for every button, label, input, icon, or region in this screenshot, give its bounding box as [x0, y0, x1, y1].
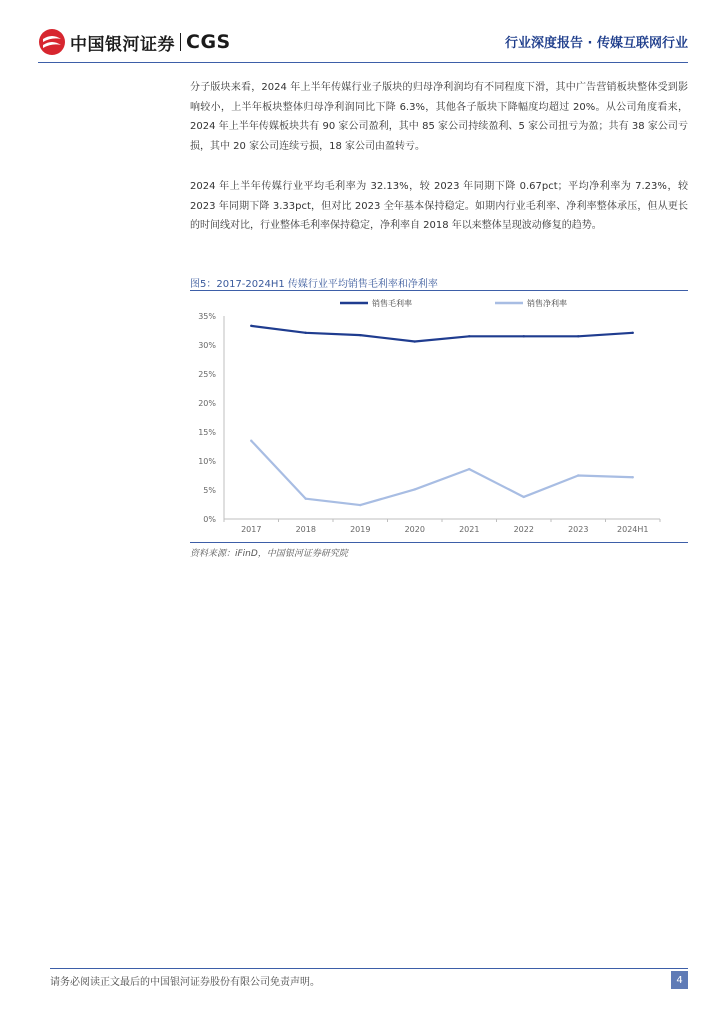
y-tick-label: 15% — [198, 428, 216, 437]
logo-english-name: CGS — [186, 31, 231, 53]
x-tick-label: 2022 — [513, 525, 534, 534]
logo-separator — [180, 33, 181, 51]
y-tick-label: 30% — [198, 341, 216, 350]
y-tick-label: 5% — [203, 486, 216, 495]
series-1-point — [577, 335, 579, 337]
y-tick-label: 25% — [198, 370, 216, 379]
y-tick-label: 10% — [198, 457, 216, 466]
figure-top-rule — [190, 290, 688, 291]
footer-divider — [50, 968, 688, 969]
x-tick-label: 2021 — [459, 525, 480, 534]
y-tick-label: 20% — [198, 399, 216, 408]
series-1-point — [250, 325, 252, 327]
series-2-point — [523, 496, 525, 498]
company-logo — [38, 28, 231, 56]
series-1-point — [632, 332, 634, 334]
figure-caption: 图5：2017-2024H1 传媒行业平均销售毛利率和净利率 — [190, 279, 438, 290]
header-divider — [38, 62, 688, 63]
series-2-point — [305, 498, 307, 500]
series-2-point — [577, 474, 579, 476]
series-1-point — [414, 340, 416, 342]
body-paragraph-1: 分子版块来看，2024 年上半年传媒行业子版块的归母净利润均有不同程度下滑，其中广告营销板块整体受到影响较小，上半年板块整体归母净利润同比下降 6.3%，其他各子版块下降幅度均超过 20%。从公司角度看来，2024 年上半年传媒板块共有 90 家公司盈利，其中 85 家公司持续盈利、5 家公司扭亏为盈；共有 38 家公司亏损，其中 20 家公司连续亏损，18 家公司由盈转亏。 — [190, 82, 688, 152]
series-1-point — [468, 335, 470, 337]
series-2-point — [468, 468, 470, 470]
series-2-point — [632, 476, 634, 478]
figure-bottom-rule — [190, 542, 688, 543]
series-line-2 — [251, 441, 633, 505]
legend-label-2: 销售净利率 — [527, 299, 567, 308]
series-1-point — [359, 334, 361, 336]
figure-source: 资料来源：iFinD，中国银河证券研究院 — [190, 549, 348, 559]
x-tick-label: 2020 — [404, 525, 425, 534]
page-number: 4 — [671, 971, 688, 989]
x-tick-label: 2017 — [241, 525, 262, 534]
series-2-point — [414, 488, 416, 490]
x-tick-label: 2019 — [350, 525, 371, 534]
footer-disclaimer: 请务必阅读正文最后的中国银河证券股份有限公司免责声明。 — [50, 977, 320, 988]
y-tick-label: 35% — [198, 312, 216, 321]
series-2-point — [250, 440, 252, 442]
body-paragraph-2: 2024 年上半年传媒行业平均毛利率为 32.13%，较 2023 年同期下降 0.67pct；平均净利率为 7.23%，较 2023 年同期下降 3.33pct，但对比 2023 全年基本保持稳定。如期内行业毛利率、净利率整体承压，但从更长的时间线对比，行业整体毛利率保持稳定，净利率自 2018 年以来整体呈现波动修复的趋势。 — [190, 181, 688, 232]
legend-label-1: 销售毛利率 — [372, 299, 412, 308]
series-1-point — [523, 335, 525, 337]
margin-line-chart — [190, 292, 688, 542]
y-tick-label: 0% — [203, 515, 216, 524]
report-type-label: 行业深度报告 · 传媒互联网行业 — [505, 36, 688, 51]
cgs-logo-icon — [38, 28, 66, 56]
series-1-point — [305, 332, 307, 334]
x-tick-label: 2024H1 — [617, 525, 649, 534]
series-line-1 — [251, 326, 633, 342]
logo-chinese-name: 中国银河证券 — [70, 34, 175, 55]
x-tick-label: 2018 — [295, 525, 316, 534]
series-2-point — [359, 504, 361, 506]
x-tick-label: 2023 — [568, 525, 589, 534]
